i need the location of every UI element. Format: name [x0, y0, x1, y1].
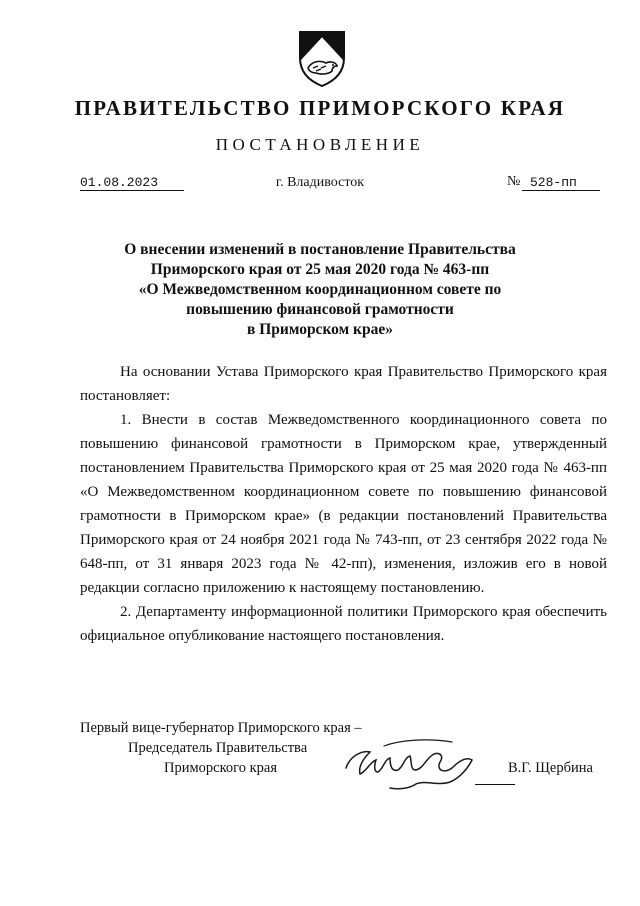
title-line: «О Межведомственном координационном совете по: [138, 281, 502, 298]
title-line: повышению финансовой грамотности: [186, 301, 454, 318]
signature-underline: [475, 784, 515, 785]
document-city: г. Владивосток: [275, 175, 365, 190]
title-line: О внесении изменений в постановление Правительства: [124, 241, 516, 258]
document-body: [80, 360, 607, 648]
signatory-position: [80, 718, 362, 778]
position-line-2: Председатель Правительства: [128, 740, 308, 756]
position-line-3: Приморского края: [164, 760, 278, 776]
organization-title: ПРАВИТЕЛЬСТВО ПРИМОРСКОГО КРАЯ: [74, 96, 566, 120]
signatory-name: В.Г. Щербина: [508, 760, 593, 776]
document-title: [100, 240, 540, 340]
handwritten-signature-icon: [340, 728, 490, 798]
document-date: 01.08.2023: [80, 175, 159, 190]
document-type: ПОСТАНОВЛЕНИЕ: [215, 135, 425, 154]
number-underline: [522, 190, 600, 191]
paragraph-item-1: 1. Внести в состав Межведомственного координационного совета по повышению финансовой грамотности в Приморском крае, утвержденный постановлением Правительства Приморского края от 25 мая 2020 года № 463-пп «О Межведомственном координационном совете по повышению финансовой грамотности в Приморском крае» (в редакции постановлений Правительства Приморского края от 24 ноября 2021 года № 743-пп, от 23 сентября 2022 года № 648-пп, от 31 января 2023 года № 42-пп), изменения, изложив его в новой редакции согласно приложению к настоящему постановлению.: [80, 412, 607, 596]
title-line: в Приморском крае»: [246, 321, 393, 338]
title-line: Приморского края от 25 мая 2020 года № 463-пп: [150, 261, 490, 278]
position-line-1: Первый вице-губернатор Приморского края –: [80, 720, 362, 736]
document-number: 528-пп: [530, 175, 577, 190]
paragraph-item-2: 2. Департаменту информационной политики Приморского края обеспечить официальное опубликование настоящего постановления.: [80, 604, 607, 644]
paragraph-preamble: На основании Устава Приморского края Правительство Приморского края постановляет:: [80, 364, 607, 404]
coat-of-arms-icon: [296, 28, 348, 88]
number-label: №: [507, 174, 521, 189]
